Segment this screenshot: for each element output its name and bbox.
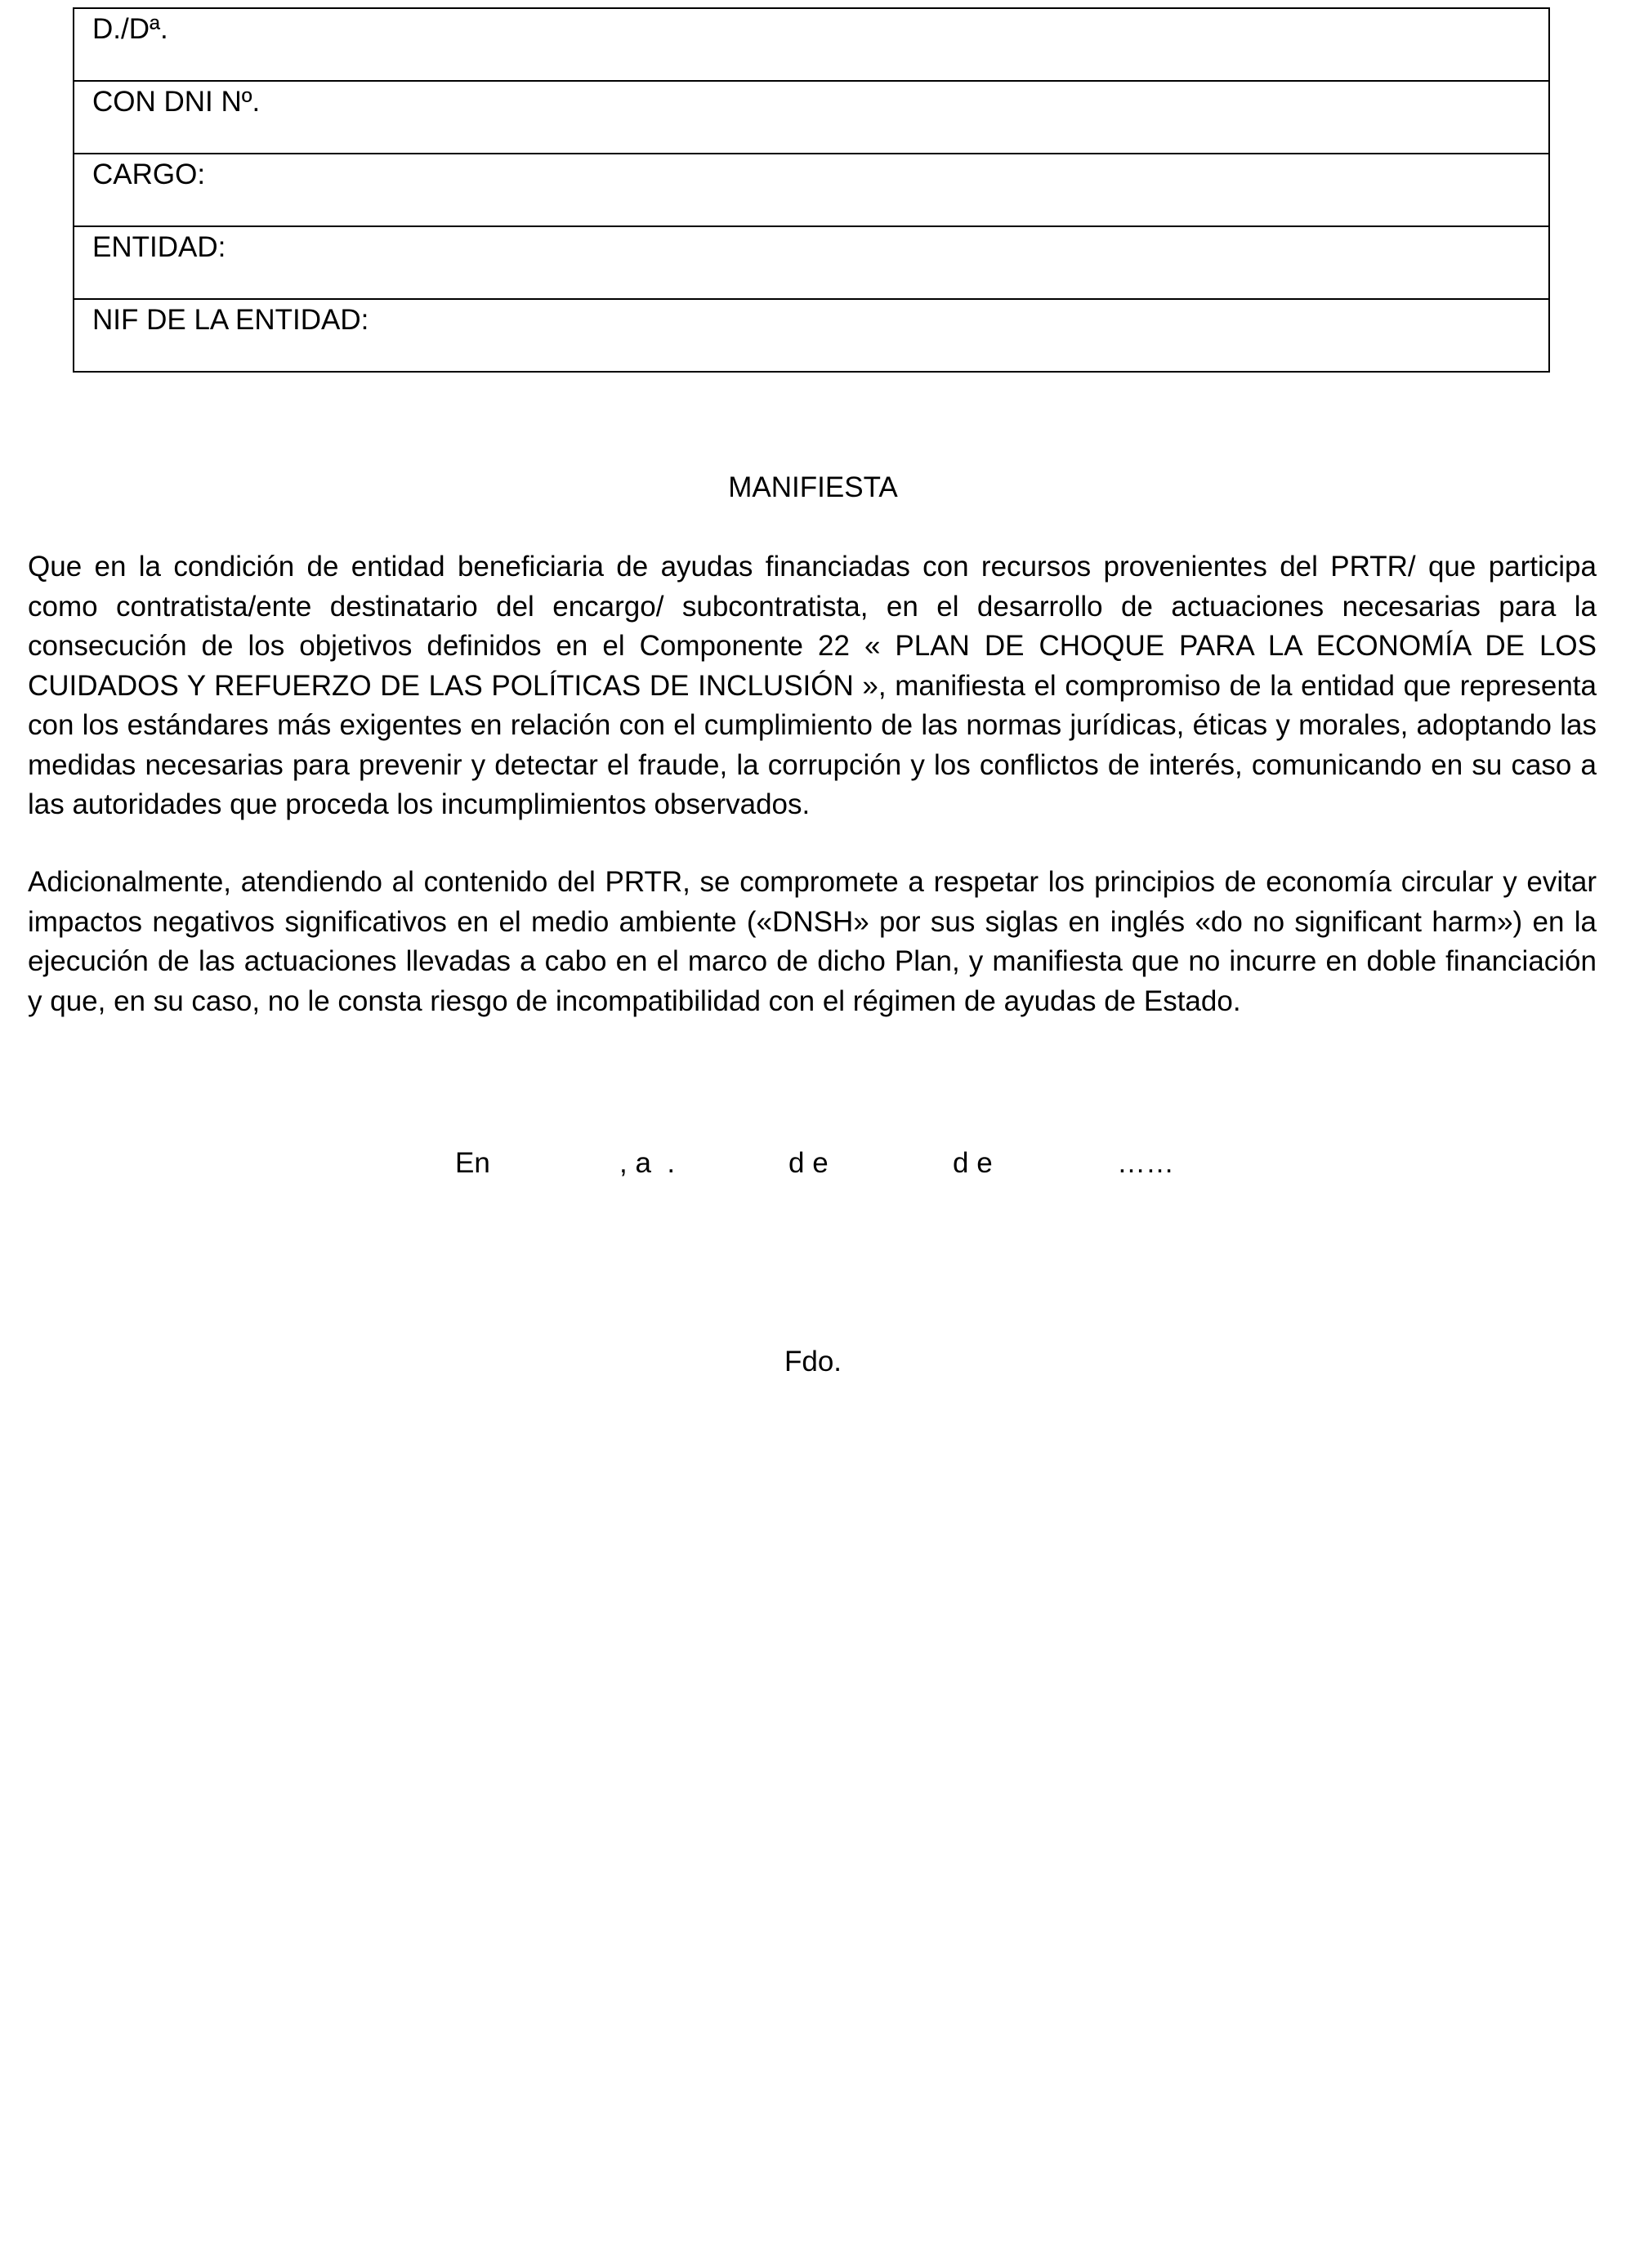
entity-field-label: ENTIDAD: — [74, 226, 1549, 299]
commitment-paragraph: Que en la condición de entidad beneficiaria de ayudas financiadas con recursos provenientes del PRTR/ que participa como contratista/ente destinatario del encargo/ subcontratista, en el desarrollo de actuaciones necesarias para la consecución de los objetivos definidos en el Componente 22 « PLAN DE CHOQUE PARA LA ECONOMÍA DE LOS CUIDADOS Y REFUERZO DE LAS POLÍTICAS DE INCLUSIÓN », manifiesta el compromiso de la entidad que representa con los estándares más exigentes en relación con el cumplimiento de las normas jurídicas, éticas y morales, adoptando las medidas necesarias para prevenir y detectar el fraude, la corrupción y los conflictos de interés, comunicando en su caso a las autoridades que proceda los incumplimientos observados. — [28, 551, 1597, 820]
table-row — [74, 299, 1549, 372]
signature-label: Fdo. — [784, 1346, 842, 1377]
date-line-en: En — [455, 1147, 490, 1179]
date-line-de-1: d e — [788, 1147, 829, 1179]
section-heading: MANIFIESTA — [728, 471, 898, 503]
date-line-a: , a . — [619, 1147, 676, 1179]
declarant-info-table — [73, 7, 1550, 373]
dnsh-paragraph: Adicionalmente, atendiendo al contenido del PRTR, se compromete a respetar los principios de economía circular y evitar impactos negativos significativos en el medio ambiente («DNSH» por sus siglas en inglés «do no significant harm») en la ejecución de las actuaciones llevadas a cabo en el marco de dicho Plan, y manifiesta que no incurre en doble financiación y que, en su caso, no le consta riesgo de incompatibilidad con el régimen de ayudas de Estado. — [28, 866, 1597, 1017]
name-field-label: D./Dª. — [74, 8, 1549, 81]
dni-field-label: CON DNI Nº. — [74, 81, 1549, 154]
entity-nif-field-label: NIF DE LA ENTIDAD: — [74, 299, 1549, 372]
table-row — [74, 226, 1549, 299]
date-line-dots: …… — [1117, 1147, 1174, 1179]
date-line-de-2: d e — [953, 1147, 993, 1179]
table-row — [74, 8, 1549, 81]
table-row — [74, 154, 1549, 226]
position-field-label: CARGO: — [74, 154, 1549, 226]
table-row — [74, 81, 1549, 154]
